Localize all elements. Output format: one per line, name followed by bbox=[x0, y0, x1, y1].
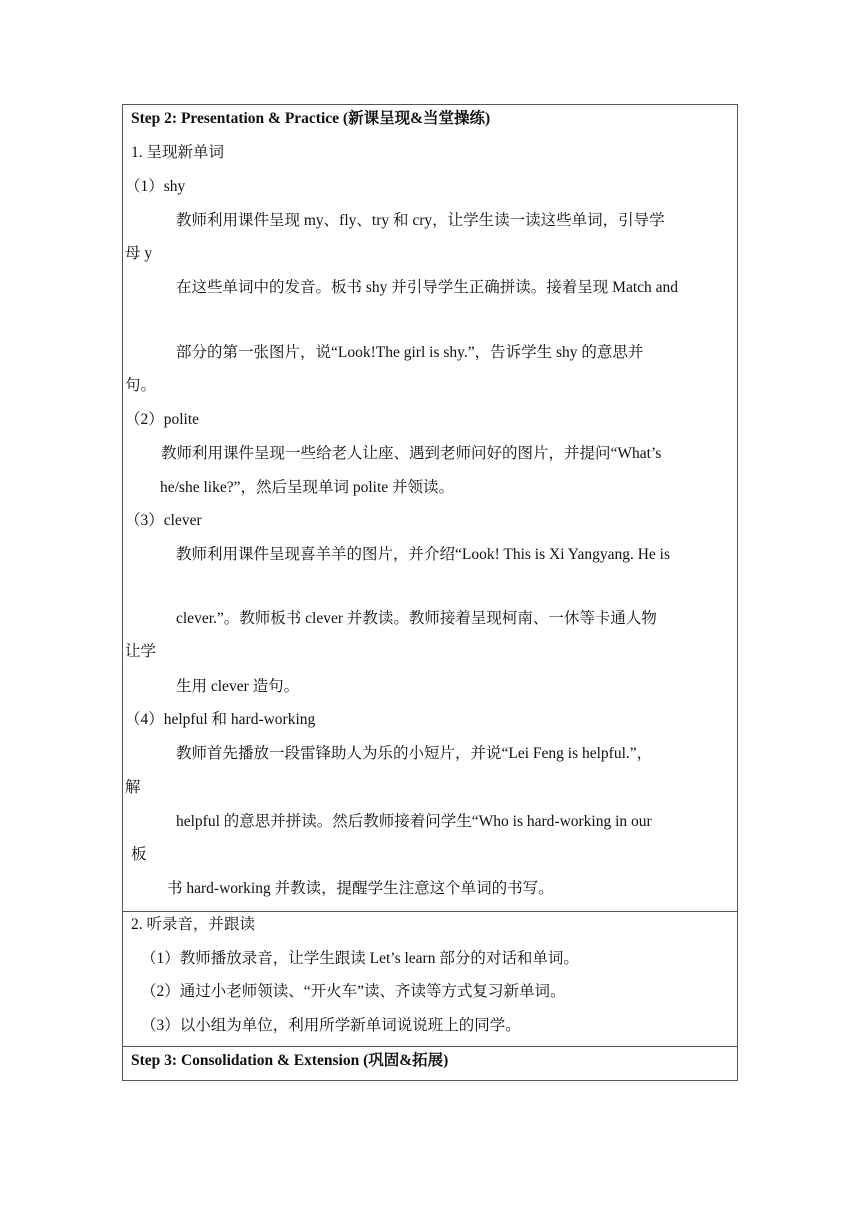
word1-title: （1）shy bbox=[125, 178, 186, 195]
word1-paragraph-wrap1: 母 y bbox=[125, 245, 153, 262]
word2-paragraph-line2: he/she like?”，然后呈现单词 polite 并领读。 bbox=[160, 479, 455, 496]
word4-paragraph-wrap1: 解 bbox=[125, 779, 141, 796]
word1-paragraph-wrap3: 句。 bbox=[125, 377, 157, 394]
word2-title: （2）polite bbox=[125, 411, 200, 428]
lesson-plan-table bbox=[122, 104, 738, 1081]
word1-paragraph-line3: 部分的第一张图片，说“Look!The girl is shy.”，告诉学生 shy 的意思并 bbox=[176, 344, 644, 361]
step2-heading: Step 2: Presentation & Practice (新课呈现&当堂操练) bbox=[131, 110, 491, 127]
step3-heading: Step 3: Consolidation & Extension (巩固&拓展) bbox=[131, 1052, 449, 1069]
part1-title: 1. 呈现新单词 bbox=[131, 144, 225, 161]
word4-paragraph-wrap2: 板 bbox=[131, 846, 147, 863]
part2-title: 2. 听录音，并跟读 bbox=[131, 916, 256, 933]
word2-paragraph-line1: 教师利用课件呈现一些给老人让座、遇到老师问好的图片，并提问“What’s bbox=[161, 445, 662, 462]
word3-paragraph-line3: 生用 clever 造句。 bbox=[176, 678, 300, 695]
word4-title: （4）helpful 和 hard-working bbox=[125, 711, 316, 728]
word3-paragraph-line1: 教师利用课件呈现喜羊羊的图片，并介绍“Look! This is Xi Yangyang. He is bbox=[176, 546, 670, 563]
word3-paragraph-line2: clever.”。教师板书 clever 并教读。教师接着呈现柯南、一休等卡通人物 bbox=[176, 610, 657, 627]
part2-item-3: （3）以小组为单位，利用所学新单词说说班上的同学。 bbox=[141, 1017, 521, 1034]
row-divider bbox=[123, 911, 737, 912]
word3-title: （3）clever bbox=[125, 512, 202, 529]
word1-paragraph-line1: 教师利用课件呈现 my、fly、try 和 cry，让学生读一读这些单词，引导学 bbox=[176, 212, 665, 229]
word4-paragraph-line3: 书 hard-working 并教读，提醒学生注意这个单词的书写。 bbox=[167, 880, 554, 897]
word4-paragraph-line2: helpful 的意思并拼读。然后教师接着问学生“Who is hard-working in our bbox=[176, 813, 652, 830]
part2-item-2: （2）通过小老师领读、“开火车”读、齐读等方式复习新单词。 bbox=[141, 983, 566, 1000]
part2-item-1: （1）教师播放录音，让学生跟读 Let’s learn 部分的对话和单词。 bbox=[141, 950, 579, 967]
word3-paragraph-wrap2: 让学 bbox=[125, 643, 157, 660]
word1-paragraph-line2: 在这些单词中的发音。板书 shy 并引导学生正确拼读。接着呈现 Match and bbox=[176, 279, 679, 296]
row-divider bbox=[123, 1046, 737, 1047]
word4-paragraph-line1: 教师首先播放一段雷锋助人为乐的小短片，并说“Lei Feng is helpful.”， bbox=[176, 745, 653, 762]
